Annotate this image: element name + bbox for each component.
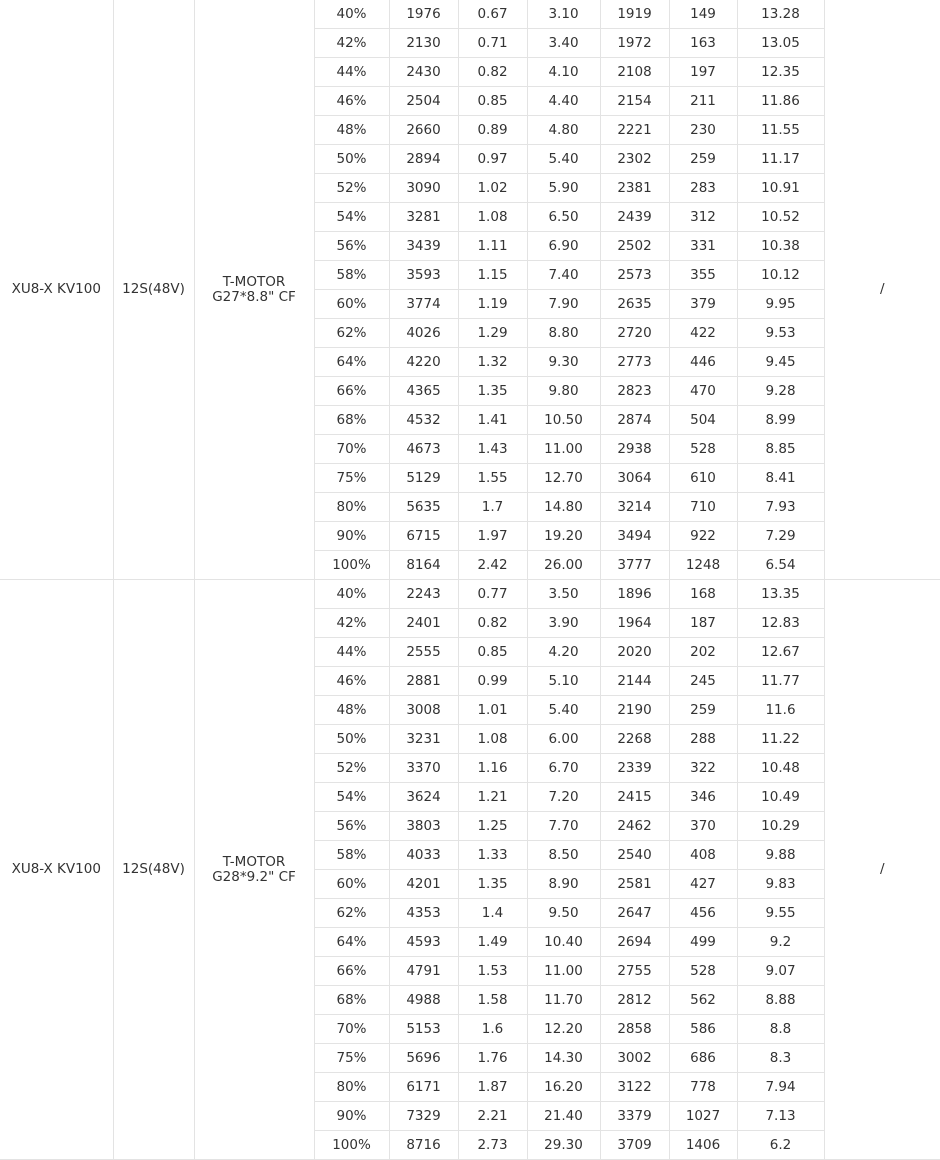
rpm-cell: 2881: [389, 667, 458, 696]
efficiency-cell: 7.13: [737, 1102, 824, 1131]
power-cell: 259: [669, 696, 737, 725]
current-cell: 6.70: [527, 754, 600, 783]
thrust-cell: 2720: [600, 319, 669, 348]
thrust-cell: 2647: [600, 899, 669, 928]
efficiency-cell: 10.91: [737, 174, 824, 203]
thrust-cell: 2439: [600, 203, 669, 232]
current-cell: 9.50: [527, 899, 600, 928]
efficiency-cell: 11.6: [737, 696, 824, 725]
rpm-cell: 4365: [389, 377, 458, 406]
throttle-cell: 64%: [314, 928, 389, 957]
rpm-cell: 1976: [389, 0, 458, 29]
thrust-cell: 2462: [600, 812, 669, 841]
throttle-cell: 66%: [314, 957, 389, 986]
torque-cell: 1.43: [458, 435, 527, 464]
current-cell: 4.40: [527, 87, 600, 116]
propeller-model: G28*9.2" CF: [212, 868, 296, 885]
current-cell: 10.40: [527, 928, 600, 957]
thrust-cell: 2858: [600, 1015, 669, 1044]
rpm-cell: 3090: [389, 174, 458, 203]
current-cell: 9.80: [527, 377, 600, 406]
current-cell: 7.20: [527, 783, 600, 812]
thrust-cell: 3777: [600, 551, 669, 580]
throttle-cell: 70%: [314, 435, 389, 464]
current-cell: 29.30: [527, 1131, 600, 1160]
motor-model: XU8-X KV100: [11, 861, 101, 877]
current-cell: 3.50: [527, 580, 600, 609]
throttle-cell: 75%: [314, 464, 389, 493]
thrust-cell: 2938: [600, 435, 669, 464]
current-cell: 7.90: [527, 290, 600, 319]
efficiency-cell: 8.88: [737, 986, 824, 1015]
rpm-cell: 3803: [389, 812, 458, 841]
thrust-cell: 2415: [600, 783, 669, 812]
rpm-cell: 2555: [389, 638, 458, 667]
torque-cell: 2.73: [458, 1131, 527, 1160]
rpm-cell: 3593: [389, 261, 458, 290]
thrust-cell: 2302: [600, 145, 669, 174]
torque-cell: 1.11: [458, 232, 527, 261]
power-cell: 331: [669, 232, 737, 261]
power-cell: 504: [669, 406, 737, 435]
torque-cell: 1.25: [458, 812, 527, 841]
rpm-cell: 5153: [389, 1015, 458, 1044]
current-cell: 12.70: [527, 464, 600, 493]
current-cell: 19.20: [527, 522, 600, 551]
power-cell: 586: [669, 1015, 737, 1044]
power-cell: 379: [669, 290, 737, 319]
power-cell: 346: [669, 783, 737, 812]
power-cell: 528: [669, 435, 737, 464]
throttle-cell: 70%: [314, 1015, 389, 1044]
current-cell: 4.20: [527, 638, 600, 667]
power-cell: 456: [669, 899, 737, 928]
torque-cell: 1.6: [458, 1015, 527, 1044]
torque-cell: 0.67: [458, 0, 527, 29]
torque-cell: 1.15: [458, 261, 527, 290]
thrust-cell: 3494: [600, 522, 669, 551]
efficiency-cell: 10.29: [737, 812, 824, 841]
efficiency-cell: 8.8: [737, 1015, 824, 1044]
current-cell: 7.70: [527, 812, 600, 841]
efficiency-cell: 7.94: [737, 1073, 824, 1102]
voltage: 12S(48V): [122, 861, 185, 877]
current-cell: 5.90: [527, 174, 600, 203]
rpm-cell: 2504: [389, 87, 458, 116]
torque-cell: 1.32: [458, 348, 527, 377]
current-cell: 5.40: [527, 145, 600, 174]
thrust-cell: 1896: [600, 580, 669, 609]
torque-cell: 1.01: [458, 696, 527, 725]
power-cell: 288: [669, 725, 737, 754]
rpm-cell: 3439: [389, 232, 458, 261]
efficiency-cell: 6.2: [737, 1131, 824, 1160]
thrust-cell: 2635: [600, 290, 669, 319]
thrust-cell: 3064: [600, 464, 669, 493]
current-cell: 6.50: [527, 203, 600, 232]
rpm-cell: 4988: [389, 986, 458, 1015]
propeller-cell: [194, 580, 314, 1160]
rpm-cell: 5129: [389, 464, 458, 493]
throttle-cell: 54%: [314, 203, 389, 232]
throttle-cell: 100%: [314, 551, 389, 580]
efficiency-cell: 9.07: [737, 957, 824, 986]
current-cell: 8.90: [527, 870, 600, 899]
power-cell: 922: [669, 522, 737, 551]
throttle-cell: 56%: [314, 232, 389, 261]
throttle-cell: 80%: [314, 493, 389, 522]
efficiency-cell: 9.55: [737, 899, 824, 928]
voltage-cell: [113, 0, 194, 580]
thrust-cell: 2755: [600, 957, 669, 986]
throttle-cell: 52%: [314, 754, 389, 783]
current-cell: 3.90: [527, 609, 600, 638]
throttle-cell: 62%: [314, 319, 389, 348]
efficiency-cell: 10.38: [737, 232, 824, 261]
efficiency-cell: 9.2: [737, 928, 824, 957]
current-cell: 5.40: [527, 696, 600, 725]
current-cell: 14.30: [527, 1044, 600, 1073]
thrust-cell: 2108: [600, 58, 669, 87]
current-cell: 11.70: [527, 986, 600, 1015]
rpm-cell: 4033: [389, 841, 458, 870]
power-cell: 422: [669, 319, 737, 348]
rpm-cell: 2243: [389, 580, 458, 609]
rpm-cell: 2401: [389, 609, 458, 638]
propeller-cell: [194, 0, 314, 580]
torque-cell: 1.35: [458, 377, 527, 406]
current-cell: 10.50: [527, 406, 600, 435]
throttle-cell: 46%: [314, 87, 389, 116]
throttle-cell: 40%: [314, 580, 389, 609]
thrust-cell: 2823: [600, 377, 669, 406]
efficiency-cell: 10.48: [737, 754, 824, 783]
throttle-cell: 90%: [314, 522, 389, 551]
rpm-cell: 2894: [389, 145, 458, 174]
throttle-cell: 66%: [314, 377, 389, 406]
propeller-brand: T-MOTOR: [222, 853, 286, 870]
torque-cell: 1.53: [458, 957, 527, 986]
throttle-cell: 60%: [314, 870, 389, 899]
power-cell: 778: [669, 1073, 737, 1102]
current-cell: 21.40: [527, 1102, 600, 1131]
rpm-cell: 2130: [389, 29, 458, 58]
current-cell: 14.80: [527, 493, 600, 522]
efficiency-cell: 11.86: [737, 87, 824, 116]
torque-cell: 1.4: [458, 899, 527, 928]
propeller-model: G27*8.8" CF: [212, 288, 296, 305]
efficiency-cell: 8.99: [737, 406, 824, 435]
thrust-cell: 2190: [600, 696, 669, 725]
efficiency-cell: 6.54: [737, 551, 824, 580]
thrust-cell: 1919: [600, 0, 669, 29]
torque-cell: 0.89: [458, 116, 527, 145]
thrust-cell: 2339: [600, 754, 669, 783]
rpm-cell: 8164: [389, 551, 458, 580]
efficiency-cell: 11.17: [737, 145, 824, 174]
efficiency-cell: 7.93: [737, 493, 824, 522]
efficiency-cell: 11.77: [737, 667, 824, 696]
throttle-cell: 58%: [314, 261, 389, 290]
rpm-cell: 4201: [389, 870, 458, 899]
power-cell: 1248: [669, 551, 737, 580]
rpm-cell: 7329: [389, 1102, 458, 1131]
rpm-cell: 3008: [389, 696, 458, 725]
power-cell: 408: [669, 841, 737, 870]
thrust-cell: 2268: [600, 725, 669, 754]
table-row: [0, 0, 940, 29]
torque-cell: 1.97: [458, 522, 527, 551]
efficiency-cell: 8.3: [737, 1044, 824, 1073]
thrust-cell: 3709: [600, 1131, 669, 1160]
torque-cell: 1.08: [458, 725, 527, 754]
thrust-cell: 2381: [600, 174, 669, 203]
throttle-cell: 100%: [314, 1131, 389, 1160]
rpm-cell: 6715: [389, 522, 458, 551]
torque-cell: 0.82: [458, 58, 527, 87]
torque-cell: 1.35: [458, 870, 527, 899]
throttle-cell: 90%: [314, 1102, 389, 1131]
torque-cell: 0.99: [458, 667, 527, 696]
torque-cell: 0.77: [458, 580, 527, 609]
torque-cell: 1.76: [458, 1044, 527, 1073]
power-cell: 446: [669, 348, 737, 377]
thrust-cell: 3002: [600, 1044, 669, 1073]
current-cell: 5.10: [527, 667, 600, 696]
efficiency-cell: 10.49: [737, 783, 824, 812]
rpm-cell: 5635: [389, 493, 458, 522]
current-cell: 3.10: [527, 0, 600, 29]
current-cell: 26.00: [527, 551, 600, 580]
thrust-cell: 2694: [600, 928, 669, 957]
torque-cell: 1.49: [458, 928, 527, 957]
efficiency-cell: 13.28: [737, 0, 824, 29]
current-cell: 9.30: [527, 348, 600, 377]
throttle-cell: 68%: [314, 986, 389, 1015]
rpm-cell: 3281: [389, 203, 458, 232]
throttle-cell: 44%: [314, 638, 389, 667]
voltage-cell: [113, 580, 194, 1160]
efficiency-cell: 10.12: [737, 261, 824, 290]
power-cell: 211: [669, 87, 737, 116]
throttle-cell: 60%: [314, 290, 389, 319]
torque-cell: 1.16: [458, 754, 527, 783]
power-cell: 499: [669, 928, 737, 957]
efficiency-cell: 12.83: [737, 609, 824, 638]
thrust-cell: 2874: [600, 406, 669, 435]
torque-cell: 1.08: [458, 203, 527, 232]
efficiency-cell: 10.52: [737, 203, 824, 232]
current-cell: 8.50: [527, 841, 600, 870]
rpm-cell: 4353: [389, 899, 458, 928]
thrust-cell: 1964: [600, 609, 669, 638]
current-cell: 4.80: [527, 116, 600, 145]
torque-cell: 1.41: [458, 406, 527, 435]
throttle-cell: 62%: [314, 899, 389, 928]
rpm-cell: 8716: [389, 1131, 458, 1160]
throttle-cell: 80%: [314, 1073, 389, 1102]
power-cell: 1406: [669, 1131, 737, 1160]
torque-cell: 1.02: [458, 174, 527, 203]
current-cell: 7.40: [527, 261, 600, 290]
throttle-cell: 50%: [314, 145, 389, 174]
power-cell: 283: [669, 174, 737, 203]
power-cell: 370: [669, 812, 737, 841]
power-cell: 1027: [669, 1102, 737, 1131]
torque-cell: 1.33: [458, 841, 527, 870]
efficiency-cell: 9.28: [737, 377, 824, 406]
current-cell: 3.40: [527, 29, 600, 58]
note-cell: /: [824, 580, 940, 1160]
power-cell: 427: [669, 870, 737, 899]
torque-cell: 1.19: [458, 290, 527, 319]
power-cell: 202: [669, 638, 737, 667]
current-cell: 16.20: [527, 1073, 600, 1102]
efficiency-cell: 11.55: [737, 116, 824, 145]
efficiency-cell: 8.85: [737, 435, 824, 464]
torque-cell: 1.29: [458, 319, 527, 348]
throttle-cell: 48%: [314, 696, 389, 725]
efficiency-cell: 9.88: [737, 841, 824, 870]
rpm-cell: 4026: [389, 319, 458, 348]
torque-cell: 0.71: [458, 29, 527, 58]
efficiency-cell: 9.95: [737, 290, 824, 319]
rpm-cell: 3370: [389, 754, 458, 783]
rpm-cell: 3774: [389, 290, 458, 319]
current-cell: 8.80: [527, 319, 600, 348]
rpm-cell: 4791: [389, 957, 458, 986]
power-cell: 230: [669, 116, 737, 145]
throttle-cell: 44%: [314, 58, 389, 87]
efficiency-cell: 9.45: [737, 348, 824, 377]
throttle-cell: 42%: [314, 609, 389, 638]
thrust-cell: 2812: [600, 986, 669, 1015]
voltage: 12S(48V): [122, 281, 185, 297]
current-cell: 12.20: [527, 1015, 600, 1044]
power-cell: 312: [669, 203, 737, 232]
rpm-cell: 4220: [389, 348, 458, 377]
efficiency-cell: 9.53: [737, 319, 824, 348]
thrust-cell: 3379: [600, 1102, 669, 1131]
motor-model: XU8-X KV100: [11, 281, 101, 297]
torque-cell: 1.58: [458, 986, 527, 1015]
power-cell: 245: [669, 667, 737, 696]
power-cell: 197: [669, 58, 737, 87]
efficiency-cell: 13.35: [737, 580, 824, 609]
power-cell: 562: [669, 986, 737, 1015]
rpm-cell: 2660: [389, 116, 458, 145]
thrust-cell: 2540: [600, 841, 669, 870]
power-cell: 686: [669, 1044, 737, 1073]
current-cell: 11.00: [527, 957, 600, 986]
efficiency-cell: 9.83: [737, 870, 824, 899]
throttle-cell: 46%: [314, 667, 389, 696]
thrust-cell: 3214: [600, 493, 669, 522]
thrust-cell: 2502: [600, 232, 669, 261]
rpm-cell: 5696: [389, 1044, 458, 1073]
rpm-cell: 3231: [389, 725, 458, 754]
torque-cell: 1.21: [458, 783, 527, 812]
power-cell: 528: [669, 957, 737, 986]
efficiency-cell: 12.35: [737, 58, 824, 87]
rpm-cell: 4593: [389, 928, 458, 957]
torque-cell: 1.55: [458, 464, 527, 493]
power-cell: 470: [669, 377, 737, 406]
thrust-cell: 2581: [600, 870, 669, 899]
rpm-cell: 3624: [389, 783, 458, 812]
current-cell: 6.00: [527, 725, 600, 754]
thrust-cell: 2221: [600, 116, 669, 145]
rpm-cell: 6171: [389, 1073, 458, 1102]
note-cell: /: [824, 0, 940, 580]
torque-cell: 0.85: [458, 87, 527, 116]
power-cell: 259: [669, 145, 737, 174]
current-cell: 11.00: [527, 435, 600, 464]
thrust-cell: 2020: [600, 638, 669, 667]
power-cell: 187: [669, 609, 737, 638]
efficiency-cell: 12.67: [737, 638, 824, 667]
propeller-brand: T-MOTOR: [222, 273, 286, 290]
current-cell: 6.90: [527, 232, 600, 261]
power-cell: 163: [669, 29, 737, 58]
torque-cell: 1.87: [458, 1073, 527, 1102]
power-cell: 322: [669, 754, 737, 783]
thrust-cell: 3122: [600, 1073, 669, 1102]
rpm-cell: 2430: [389, 58, 458, 87]
power-cell: 610: [669, 464, 737, 493]
rpm-cell: 4673: [389, 435, 458, 464]
throttle-cell: 58%: [314, 841, 389, 870]
torque-cell: 2.42: [458, 551, 527, 580]
power-cell: 168: [669, 580, 737, 609]
torque-cell: 2.21: [458, 1102, 527, 1131]
efficiency-cell: 13.05: [737, 29, 824, 58]
thrust-cell: 2773: [600, 348, 669, 377]
throttle-cell: 64%: [314, 348, 389, 377]
power-cell: 355: [669, 261, 737, 290]
torque-cell: 0.82: [458, 609, 527, 638]
throttle-cell: 52%: [314, 174, 389, 203]
throttle-cell: 54%: [314, 783, 389, 812]
thrust-cell: 2144: [600, 667, 669, 696]
torque-cell: 0.97: [458, 145, 527, 174]
throttle-cell: 48%: [314, 116, 389, 145]
efficiency-cell: 11.22: [737, 725, 824, 754]
current-cell: 4.10: [527, 58, 600, 87]
throttle-cell: 56%: [314, 812, 389, 841]
rpm-cell: 4532: [389, 406, 458, 435]
power-cell: 149: [669, 0, 737, 29]
table-row: [0, 580, 940, 609]
motor-model-cell: [0, 0, 113, 580]
torque-cell: 0.85: [458, 638, 527, 667]
power-cell: 710: [669, 493, 737, 522]
motor-model-cell: [0, 580, 113, 1160]
thrust-cell: 1972: [600, 29, 669, 58]
throttle-cell: 42%: [314, 29, 389, 58]
throttle-cell: 50%: [314, 725, 389, 754]
efficiency-cell: 7.29: [737, 522, 824, 551]
throttle-cell: 68%: [314, 406, 389, 435]
torque-cell: 1.7: [458, 493, 527, 522]
thrust-cell: 2573: [600, 261, 669, 290]
thrust-cell: 2154: [600, 87, 669, 116]
throttle-cell: 75%: [314, 1044, 389, 1073]
throttle-cell: 40%: [314, 0, 389, 29]
efficiency-cell: 8.41: [737, 464, 824, 493]
